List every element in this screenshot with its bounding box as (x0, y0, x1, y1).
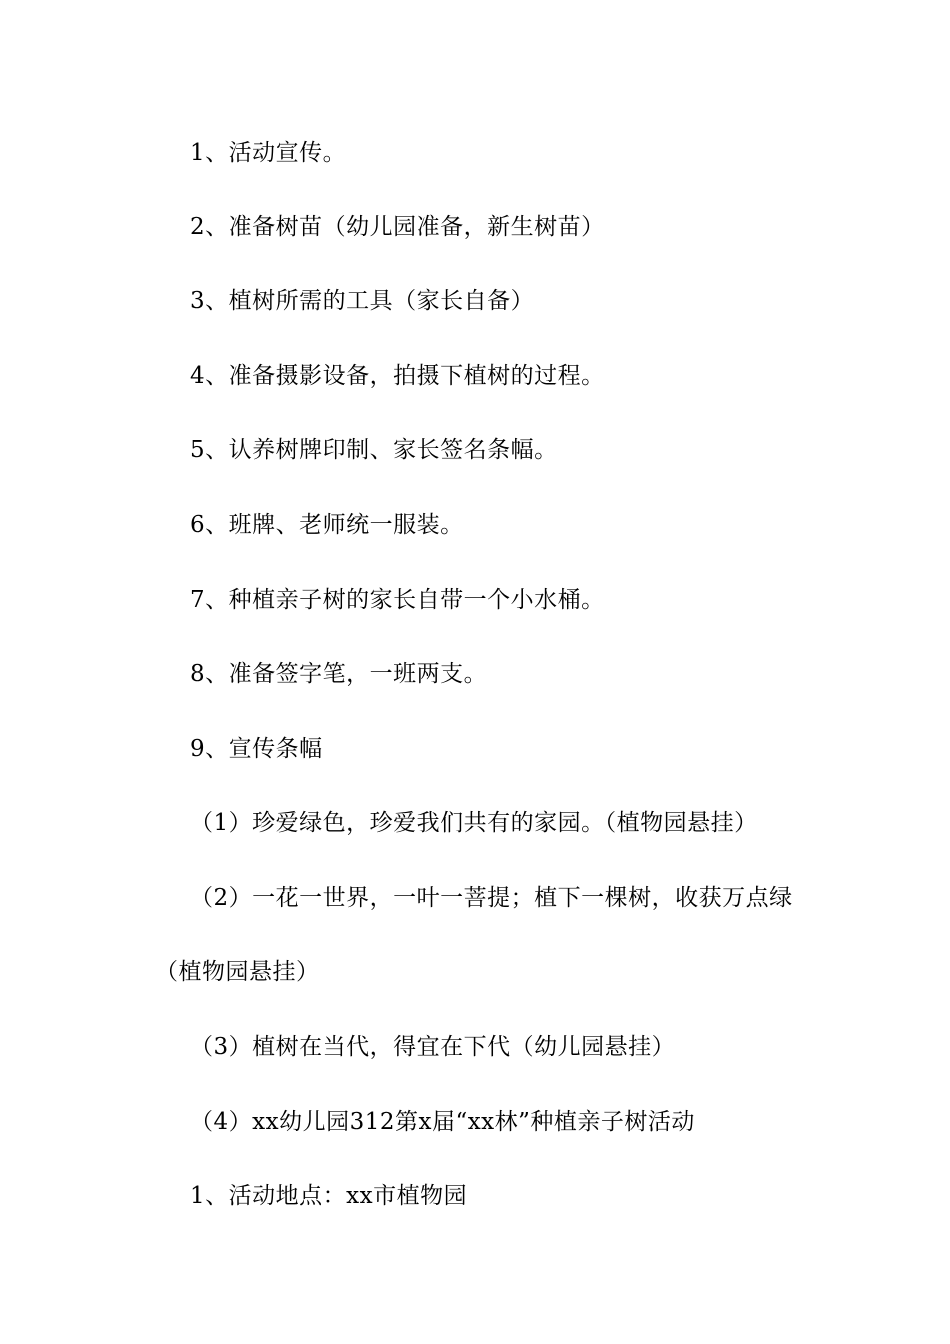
paragraph-item-8: 8、准备签字笔，一班两支。 (190, 661, 488, 687)
paragraph-item-4: 4、准备摄影设备，拍摄下植树的过程。 (190, 363, 605, 389)
banner-item-1: （1）珍爱绿色，珍爱我们共有的家园。（植物园悬挂） (190, 810, 758, 836)
paragraph-item-6: 6、班牌、老师统一服装。 (190, 512, 464, 538)
banner-item-3: （3）植树在当代，得宜在下代（幼儿园悬挂） (190, 1034, 676, 1060)
banner-item-2: （2）一花一世界，一叶一菩提；植下一棵树，收获万点绿 (190, 885, 793, 911)
paragraph-item-3: 3、植树所需的工具（家长自备） (190, 288, 535, 314)
paragraph-item-1: 1、活动宣传。 (190, 140, 347, 166)
banner-item-4: （4）xx幼儿园312第x届“xx林”种植亲子树活动 (190, 1109, 695, 1135)
paragraph-item-2: 2、准备树苗（幼儿园准备，新生树苗） (190, 214, 605, 240)
paragraph-item-7: 7、种植亲子树的家长自带一个小水桶。 (190, 587, 605, 613)
paragraph-item-9: 9、宣传条幅 (190, 736, 323, 762)
banner-item-2-continuation: （植物园悬挂） (155, 959, 320, 985)
activity-location: 1、活动地点：xx市植物园 (190, 1183, 468, 1209)
paragraph-item-5: 5、认养树牌印制、家长签名条幅。 (190, 437, 558, 463)
